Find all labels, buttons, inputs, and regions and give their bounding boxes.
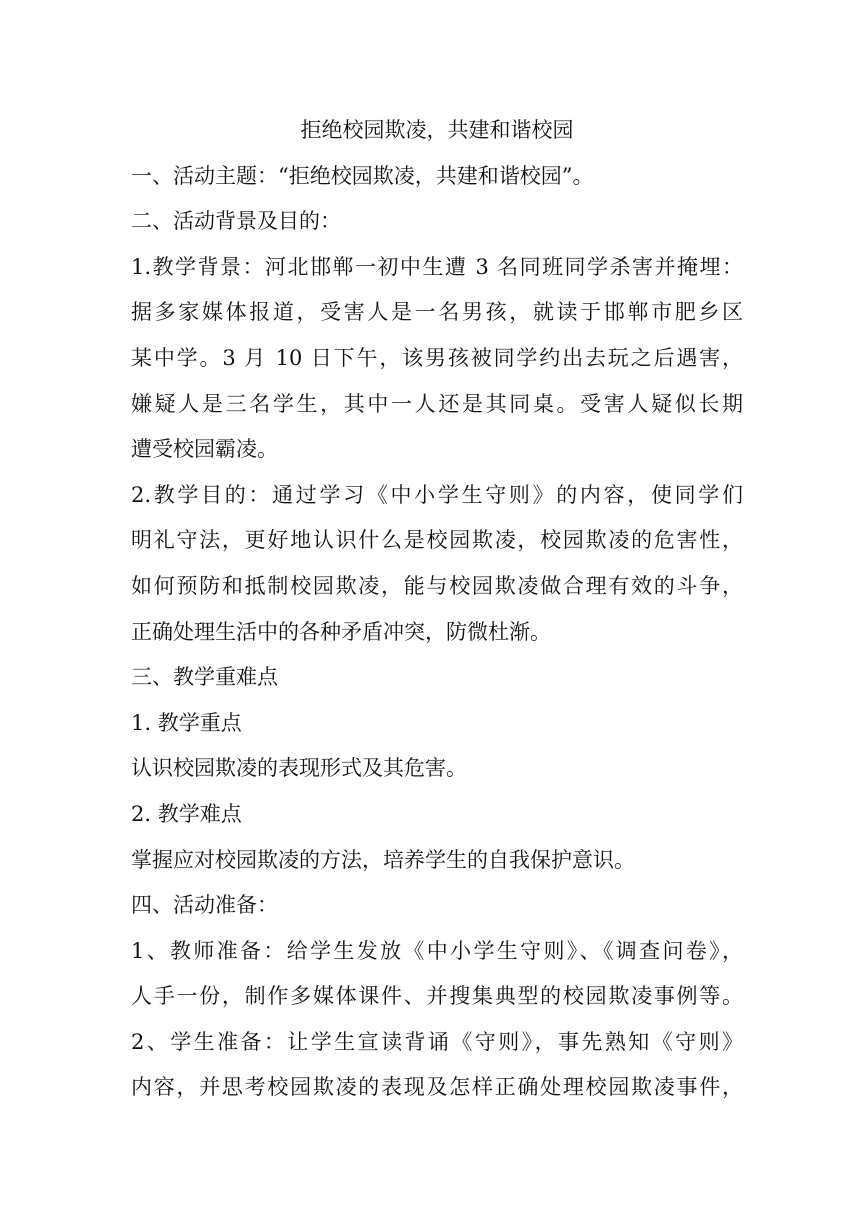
section-heading-key-points: 三、教学重难点 [131,665,278,690]
section-heading-theme: 一、活动主题：“拒绝校园欺凌，共建和谐校园”。 [131,163,594,188]
paragraph-line: 1.教学背景：河北邯郸一初中生遭 3 名同班同学杀害并掩埋： [131,254,743,279]
paragraph-line: 如何预防和抵制校园欺凌，能与校园欺凌做合理有效的斗争， [131,573,743,598]
paragraph-line: 遭受校园霸凌。 [131,437,278,462]
paragraph-line: 某中学。3 月 10 日下午，该男孩被同学约出去玩之后遇害， [131,345,743,370]
paragraph-line: 嫌疑人是三名学生，其中一人还是其同桌。受害人疑似长期 [131,391,743,416]
section-heading-background: 二、活动背景及目的： [131,209,341,234]
paragraph-line: 认识校园欺凌的表现形式及其危害。 [131,756,467,781]
document-body [131,108,743,1111]
paragraph-line: 1、教师准备：给学生发放《中小学生守则》、《调查问卷》， [131,938,743,963]
subheading-key-point: 1. 教学重点 [131,710,242,735]
paragraph-line: 明礼守法，更好地认识什么是校园欺凌，校园欺凌的危害性， [131,528,743,553]
paragraph-line: 人手一份，制作多媒体课件、并搜集典型的校园欺凌事例等。 [131,984,743,1009]
section-heading-preparation: 四、活动准备： [131,893,278,918]
paragraph-line: 2、学生准备：让学生宣读背诵《守则》，事先熟知《守则》 [131,1029,743,1054]
paragraph-line: 内容，并思考校园欺凌的表现及怎样正确处理校园欺凌事件， [131,1075,743,1100]
subheading-difficult-point: 2. 教学难点 [131,801,242,826]
paragraph-line: 正确处理生活中的各种矛盾冲突，防微杜渐。 [131,619,551,644]
paragraph-line: 2.教学目的：通过学习《中小学生守则》的内容，使同学们 [131,482,743,507]
paragraph-line: 据多家媒体报道，受害人是一名男孩，就读于邯郸市肥乡区 [131,300,743,325]
document-title: 拒绝校园欺凌，共建和谐校园 [300,118,574,142]
paragraph-line: 掌握应对校园欺凌的方法，培养学生的自我保护意识。 [131,847,635,872]
